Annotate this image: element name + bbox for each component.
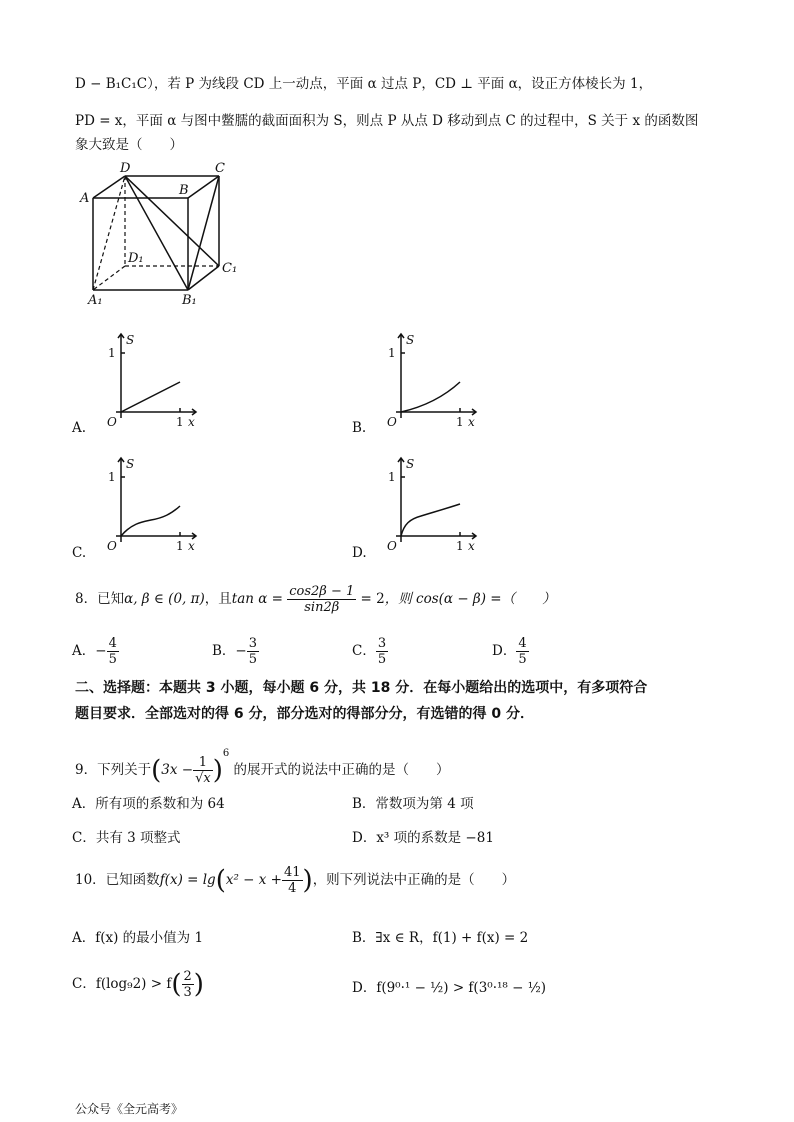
q9-frac [193, 755, 213, 786]
q8-a-num: 4 [108, 636, 117, 651]
q7-line2: PD = x，平面 α 与图中鳖臑的截面面积为 S，则点 P 从点 D 移动到点 C 的过程中，S 关于 x 的函数图 [75, 113, 699, 129]
option-b-label: B. [352, 420, 367, 436]
option-d-label: D. [352, 545, 367, 561]
q9-option-a: A．所有项的系数和为 64 [72, 796, 225, 812]
graph-c-one-y: 1 [108, 470, 116, 484]
graph-a-one-y: 1 [108, 346, 116, 360]
cube-diagram [78, 158, 248, 308]
graph-d [376, 452, 486, 557]
q9-suffix: 的展开式的说法中正确的是（ ） [233, 762, 450, 778]
graph-b-x-label: x [468, 415, 475, 429]
q9-frac-den: √x [195, 771, 211, 786]
option-c-label: C. [72, 545, 87, 561]
q10-fx: f(x) = lg [159, 872, 216, 888]
q8-fraction [287, 584, 356, 615]
q10-frac [282, 865, 303, 896]
q8-prefix: 8．已知 [75, 591, 125, 607]
q10-c-den: 3 [183, 985, 192, 1000]
q8-d-num: 4 [518, 636, 527, 651]
q10-option-a: A．f(x) 的最小值为 1 [72, 930, 204, 946]
q8-d-den: 5 [518, 652, 527, 667]
q8-c-label: C． [352, 643, 376, 659]
q8-ask: ，则 cos(α − β) =（ ） [384, 591, 556, 607]
q8-a-label: A． [72, 643, 96, 659]
graph-a-one-x: 1 [176, 415, 184, 429]
graph-a-x-label: x [188, 415, 195, 429]
q8-frac-den: sin2β [304, 600, 340, 615]
q8-b-sign: − [235, 643, 247, 659]
q8-frac-num: cos2β − 1 [289, 584, 355, 599]
q10-prefix: 10．已知函数 [75, 872, 160, 888]
q10-c-frac [182, 969, 194, 1000]
q8-d-frac [516, 636, 528, 667]
graph-b-origin: O [387, 415, 397, 429]
graph-b-y-label: S [406, 333, 415, 347]
q10-c-pre: C．f(log₉2) > f [72, 976, 172, 992]
graph-a-y-label: S [126, 333, 135, 347]
q9-option-d: D．x³ 项的系数是 −81 [352, 830, 494, 846]
option-a-label: A. [72, 420, 87, 436]
q8-a-sign: − [95, 643, 107, 659]
q7-line3: 象大致是（ ） [75, 137, 183, 153]
q8-option-d [492, 636, 529, 667]
footer-text: 公众号《全元高考》 [75, 1102, 184, 1116]
graph-d-origin: O [387, 539, 397, 553]
q9-option-b: B．常数项为第 4 项 [352, 796, 474, 812]
q10-stem: 10．已知函数f(x) = lg(x² − x + $\frac{41}{4}$ )，则下列说法中正确的是（ ） [75, 865, 516, 896]
q9-power: 6 [222, 748, 230, 759]
graph-c-x-label: x [188, 539, 195, 553]
q8-c-frac [376, 636, 388, 667]
graph-c-one-x: 1 [176, 539, 184, 553]
q10-option-d: D．f(9⁰·¹ − ½) > f(3⁰·¹⁸ − ½) [352, 980, 547, 996]
q8-a-frac [107, 636, 119, 667]
cube-label-C1: C₁ [222, 261, 238, 276]
cube-label-D1: D₁ [128, 251, 144, 266]
q9-prefix: 9．下列关于 [75, 762, 152, 778]
q8-a-den: 5 [108, 652, 117, 667]
graph-a-origin: O [107, 415, 117, 429]
cube-label-B1: B₁ [182, 293, 197, 308]
graph-c [96, 452, 206, 557]
q8-c-den: 5 [377, 652, 387, 667]
graph-d-x-label: x [468, 539, 475, 553]
q8-b-label: B． [212, 643, 236, 659]
q8-option-b [212, 636, 259, 667]
graph-c-y-label: S [126, 457, 135, 471]
q9-stem: 9．下列关于(3x − $\frac{1}{√x}$ )$^6$ 的展开式的说法中正确的是（ ） [75, 748, 450, 786]
q8-b-den: 5 [248, 652, 258, 667]
section2-line1: 二、选择题：本题共 3 小题，每小题 6 分，共 18 分．在每小题给出的选项中，有多项符合 [75, 680, 648, 696]
q10-option-c: C．f(log₉2) > f( $\frac{2}{3}$ ) [72, 969, 204, 1000]
cube-label-A1: A₁ [88, 293, 103, 308]
graph-a [96, 328, 206, 433]
q7-line1: D − B₁C₁C），若 P 为线段 CD 上一动点，平面 α 过点 P，CD ⊥ 平面 α，设正方体棱长为 1， [75, 76, 653, 92]
cube-label-C: C [215, 161, 225, 176]
q8-c-num: 3 [377, 636, 387, 651]
q10-inner: x² − x + [225, 872, 282, 888]
graph-d-one-x: 1 [456, 539, 464, 553]
q10-option-b: B．∃x ∈ R，f(1) + f(x) = 2 [352, 930, 529, 946]
q9-frac-num: 1 [193, 755, 213, 771]
graph-b-one-x: 1 [456, 415, 464, 429]
q9-expr: 3x − [161, 762, 194, 778]
section2-line2: 题目要求．全部选对的得 6 分，部分选对的得部分分，有选错的得 0 分． [75, 706, 534, 722]
cube-label-A: A [80, 191, 90, 206]
cube-label-D: D [120, 161, 131, 176]
q10-suffix: ，则下列说法中正确的是（ ） [312, 872, 516, 888]
q8-b-frac [247, 636, 259, 667]
q8-option-c [352, 636, 388, 667]
graph-d-y-label: S [406, 457, 415, 471]
q9-option-c: C．共有 3 项整式 [72, 830, 181, 846]
q8-b-num: 3 [248, 636, 258, 651]
q10-frac-den: 4 [288, 881, 297, 896]
q8-condition: α, β ∈ (0, π) [124, 591, 205, 607]
q8-d-label: D． [492, 643, 517, 659]
q8-option-a [72, 636, 119, 667]
q8-eq: = 2 [360, 591, 385, 607]
q8-mid: ，且 [204, 591, 232, 607]
graph-b-one-y: 1 [388, 346, 396, 360]
graph-d-one-y: 1 [388, 470, 396, 484]
q8-tan: tan α = [231, 591, 283, 607]
q10-frac-num: 41 [283, 865, 301, 880]
q8-stem [75, 582, 556, 616]
cube-label-B: B [179, 183, 189, 198]
graph-c-origin: O [107, 539, 117, 553]
q10-c-num: 2 [183, 969, 192, 984]
graph-b [376, 328, 486, 433]
